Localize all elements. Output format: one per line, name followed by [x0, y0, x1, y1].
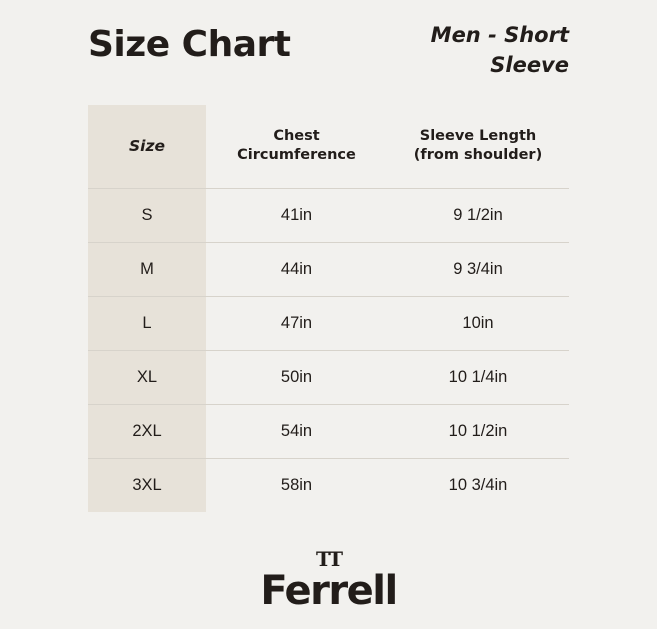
- cell-chest: 44in: [206, 243, 387, 297]
- page-header: [0, 0, 657, 81]
- cell-sleeve: 10 1/4in: [387, 351, 569, 405]
- table-header-row-group: [88, 105, 569, 189]
- cell-sleeve: 9 3/4in: [387, 243, 569, 297]
- cell-sleeve: 10 3/4in: [448, 476, 508, 494]
- cell-chest: 41in: [206, 189, 387, 243]
- cell-sleeve: 10in: [387, 297, 569, 351]
- column-header-chest: Chest Circumference: [206, 105, 387, 189]
- cell-size: XL: [88, 351, 206, 405]
- table-row: [88, 405, 569, 459]
- table-row: [88, 459, 569, 513]
- table-body: [88, 189, 569, 513]
- size-table: [88, 105, 569, 512]
- table-row: [88, 243, 569, 297]
- column-header-sleeve-line2: (from shoulder): [413, 147, 543, 164]
- brand-footer: [0, 547, 657, 614]
- cell-size: L: [88, 297, 206, 351]
- column-header-sleeve-line1: Sleeve Length: [419, 127, 537, 144]
- column-header-size: Size: [88, 105, 206, 189]
- cell-chest: 54in: [206, 405, 387, 459]
- cell-size: 2XL: [88, 405, 206, 459]
- brand-wordmark: Ferrell: [260, 568, 397, 614]
- cell-size: S: [88, 189, 206, 243]
- page-title: Size Chart: [88, 24, 291, 65]
- brand-monogram-icon: TT: [315, 547, 342, 571]
- table-header-row: [88, 105, 569, 189]
- table-row: [88, 351, 569, 405]
- cell-chest: 47in: [206, 297, 387, 351]
- cell-size: 3XL: [88, 459, 206, 513]
- cell-sleeve: 9 1/2in: [387, 189, 569, 243]
- size-table-container: [88, 105, 569, 512]
- cell-sleeve: 10 1/2in: [387, 405, 569, 459]
- table-row: [88, 297, 569, 351]
- column-header-sleeve: [387, 105, 569, 189]
- table-row: [88, 189, 569, 243]
- cell-chest: 50in: [206, 351, 387, 405]
- cell-size: M: [88, 243, 206, 297]
- cell-chest: 58in: [280, 476, 313, 494]
- page-subtitle: Men - Short Sleeve: [430, 23, 569, 78]
